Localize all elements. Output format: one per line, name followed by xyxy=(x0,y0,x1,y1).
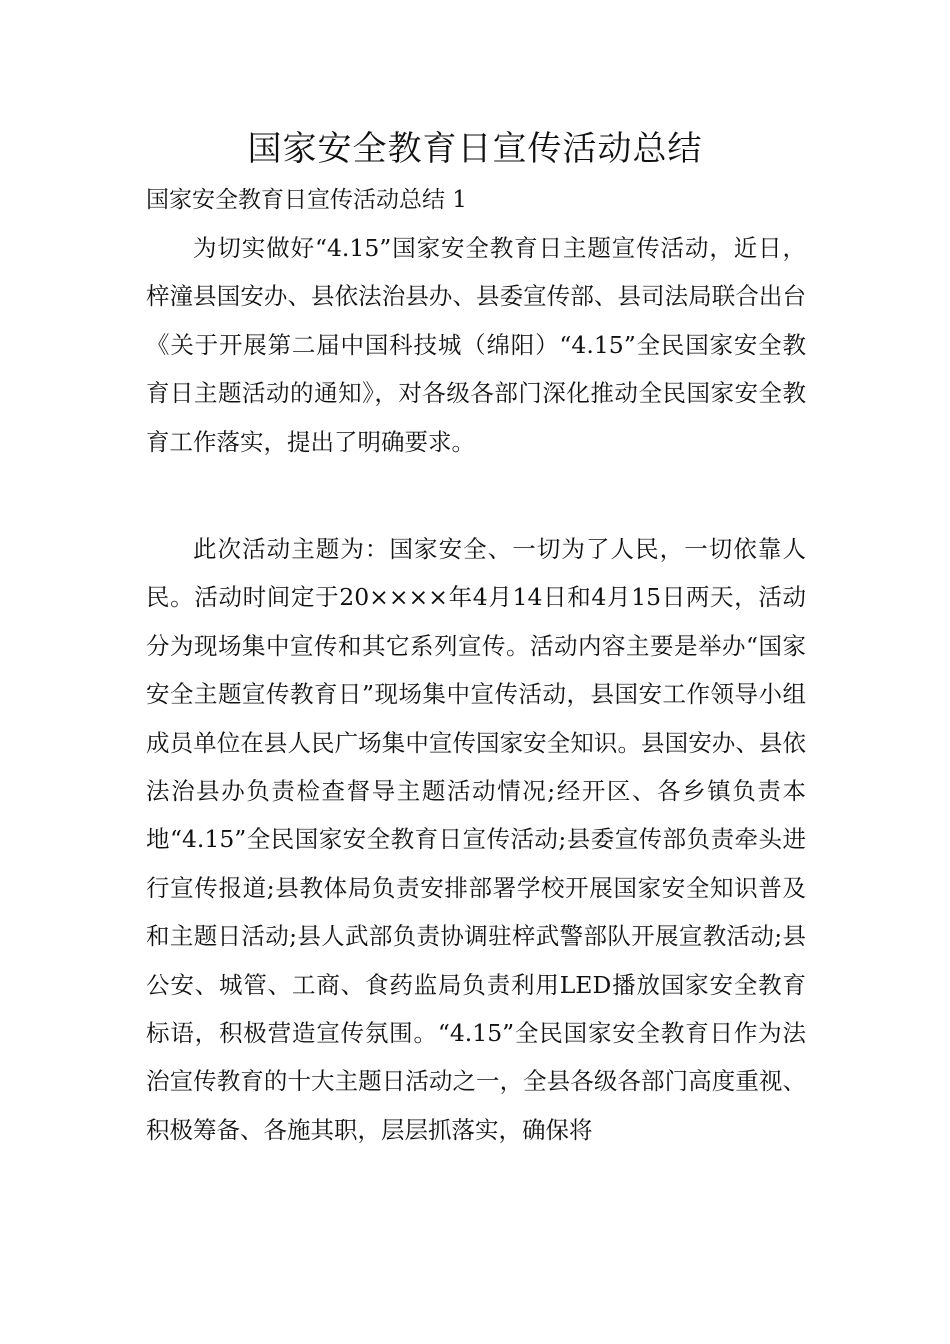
document-title: 国家安全教育日宣传活动总结 xyxy=(247,129,703,169)
section-heading: 国家安全教育日宣传活动总结 1 xyxy=(146,187,467,213)
body-paragraph-1: 为切实做好“4.15”国家安全教育日主题宣传活动，近日，梓潼县国安办、县依法治县办、县委宣传部、县司法局联合出台《关于开展第二届中国科技城（绵阳）“4.15”全民国家安全教育日主题活动的通知》，对各级各部门深化推动全民国家安全教育工作落实，提出了明确要求。 xyxy=(146,234,806,456)
body-paragraph-2: 此次活动主题为：国家安全、一切为了人民，一切依靠人民。活动时间定于20××××年4月14日和4月15日两天，活动分为现场集中宣传和其它系列宣传。活动内容主要是举办“国家安全主题宣传教育日”现场集中宣传活动，县国安工作领导小组成员单位在县人民广场集中宣传国家安全知识。县国安办、县依法治县办负责检查督导主题活动情况;经开区、各乡镇负责本地“4.15”全民国家安全教育日宣传活动;县委宣传部负责牵头进行宣传报道;县教体局负责安排部署学校开展国家安全知识普及和主题日活动;县人武部负责协调驻梓武警部队开展宣教活动;县公安、城管、工商、食药监局负责利用LED播放国家安全教育标语，积极营造宣传氛围。“4.15”全民国家安全教育日作为法治宣传教育的十大主题日活动之一，全县各级各部门高度重视、积极筹备、各施其职，层层抓落实，确保将 xyxy=(146,535,806,1144)
